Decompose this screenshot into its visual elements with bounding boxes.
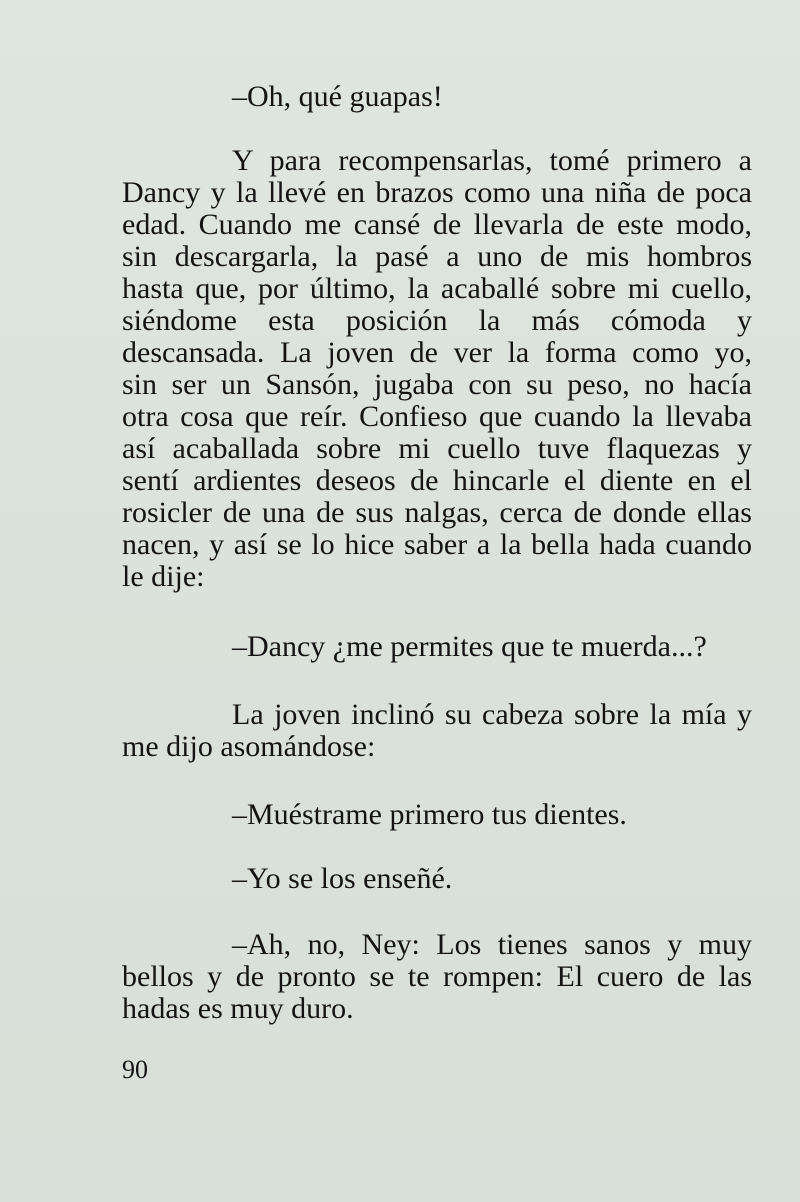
text-line: –Ah, no, Ney: Los tienes sanos y muy xyxy=(232,928,752,961)
text-line: siéndome esta posición la más cómoda y xyxy=(122,304,752,337)
text-line: descansada. La joven de ver la forma como yo, xyxy=(122,336,752,369)
text-line: así acaballada sobre mi cuello tuve flaquezas y xyxy=(122,432,752,465)
text-line: edad. Cuando me cansé de llevarla de este modo, xyxy=(122,208,752,241)
text-line: nacen, y así se lo hice saber a la bella hada cuando xyxy=(122,528,752,561)
text-line: me dijo asomándose: xyxy=(122,730,376,763)
text-line: hasta que, por último, la acaballé sobre mi cuello, xyxy=(122,272,752,305)
text-line: –Yo se los enseñé. xyxy=(232,862,453,895)
text-line: le dije: xyxy=(122,560,205,593)
text-line: otra cosa que reír. Confieso que cuando la llevaba xyxy=(122,400,752,433)
text-line: sin ser un Sansón, jugaba con su peso, no hacía xyxy=(122,368,752,401)
page-number: 90 xyxy=(122,1055,148,1084)
text-line: La joven inclinó su cabeza sobre la mía y xyxy=(232,698,752,731)
text-line: Dancy y la llevé en brazos como una niña de poca xyxy=(122,176,752,209)
text-line: bellos y de pronto se te rompen: El cuero de las xyxy=(122,960,752,993)
text-line: sentí ardientes deseos de hincarle el diente en el xyxy=(122,464,752,497)
text-line: –Muéstrame primero tus dientes. xyxy=(232,798,627,831)
text-line: rosicler de una de sus nalgas, cerca de donde ellas xyxy=(122,496,752,529)
text-line: Y para recompensarlas, tomé primero a xyxy=(232,144,752,177)
text-line: sin descargarla, la pasé a uno de mis hombros xyxy=(122,240,752,273)
text-line: –Oh, qué guapas! xyxy=(232,80,443,113)
text-line: –Dancy ¿me permites que te muerda...? xyxy=(232,630,707,663)
text-line: hadas es muy duro. xyxy=(122,992,354,1025)
